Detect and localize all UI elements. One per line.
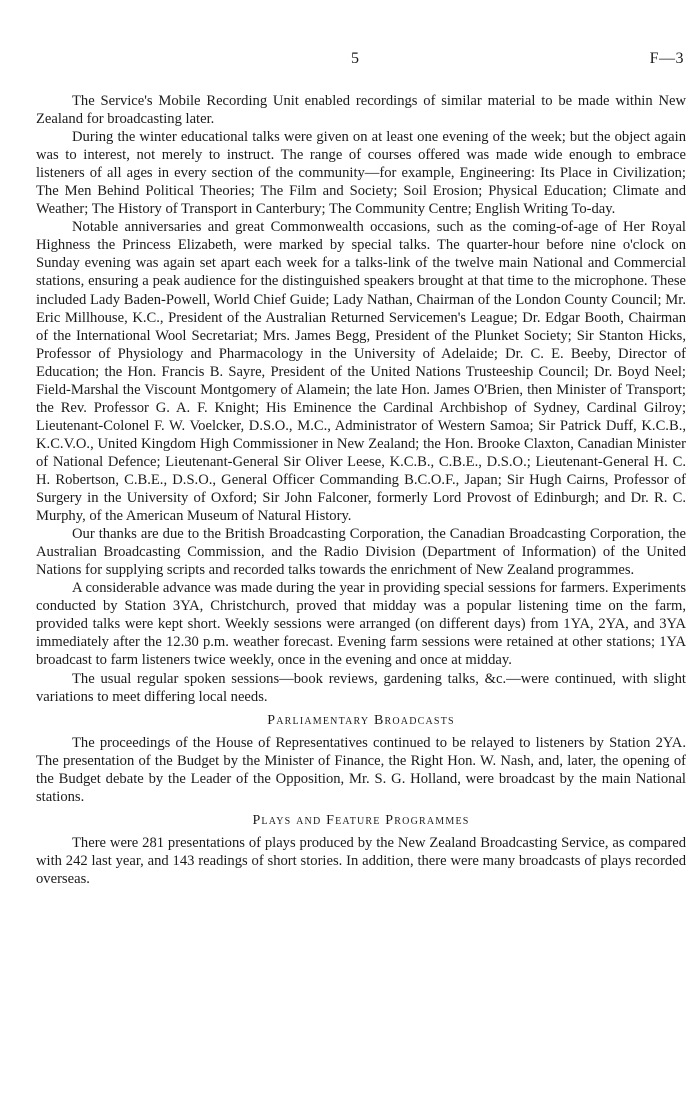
paragraph-winter-talks: During the winter educational talks were given on at least one evening of the week; but the object again was to interest, not merely to instruct. The range of courses offered was made wide enough to embrace listeners of all ages in every section of the community—for example, Engineering: Its Place in Civilization; The Men Behind Political Theories; The Film and Society; Soil Erosion; Physical Education; Climate and Weather; The History of Transport in Canterbury; The Community Centre; English Writing To-day. <box>36 129 686 218</box>
body-text <box>36 92 686 888</box>
paragraph-anniversaries: Notable anniversaries and great Commonwealth occasions, such as the coming-of-age of Her Royal Highness the Princess Elizabeth, were marked by special talks. The quarter-hour before nine o'clock on Sunday evening was again set apart each week for a talks-link of the twelve main National and Commercial stations, ensuring a peak audience for the distinguished speakers brought at that time to the microphone. These included Lady Baden-Powell, World Chief Guide; Lady Nathan, Chairman of the London County Council; Mr. Eric Millhouse, K.C., President of the Australian Returned Servicemen's League; Dr. Edgar Booth, Chairman of the International Wool Secretariat; Mrs. James Begg, President of the Plunket Society; Sir Stanton Hicks, Professor of Physiology and Pharmacology in the University of Adelaide; Dr. C. E. Beeby, Director of Education; the Hon. Francis B. Sayre, President of the United Nations Trusteeship Council; Dr. Boyd Neel; Field-Marshal the Viscount Montgomery of Alamein; the late Hon. James O'Brien, then Minister of Transport; the Rev. Professor G. A. F. Knight; His Eminence the Cardinal Archbishop of Sydney, Cardinal Gilroy; Lieutenant-Colonel F. W. Voelcker, D.S.O., M.C., Administrator of Western Samoa; Sir Patrick Duff, K.C.B., K.C.V.O., United Kingdom High Commissioner in New Zealand; the Hon. Brooke Claxton, Canadian Minister of National Defence; Lieutenant-General Sir Oliver Leese, K.C.B., C.B.E., D.S.O.; Lieutenant-General H. C. H. Robertson, C.B.E., D.S.O., General Officer Commanding B.C.O.F., Japan; Sir Hugh Cairns, Professor of Surgery in the University of Oxford; Sir John Falconer, formerly Lord Provost of Edinburgh; and Dr. R. C. Murphy, of the American Museum of Natural History. <box>36 219 686 525</box>
section-heading-plays: Plays and Feature Programmes <box>252 812 470 828</box>
paragraph-plays: There were 281 presentations of plays produced by the New Zealand Broadcasting Service, as compared with 242 last year, and 143 readings of short stories. In addition, there were many broadcasts of plays recorded overseas. <box>36 834 686 887</box>
paragraph-parliamentary: The proceedings of the House of Representatives continued to be relayed to listeners by Station 2YA. The presentation of the Budget by the Minister of Finance, the Right Hon. W. Nash, and, later, the opening of the Budget debate by the Leader of the Opposition, Mr. S. G. Holland, were broadcast by the main National stations. <box>36 734 686 805</box>
section-heading-parliamentary: Parliamentary Broadcasts <box>267 712 455 728</box>
document-reference: F—3 <box>649 50 684 67</box>
paragraph-thanks: Our thanks are due to the British Broadcasting Corporation, the Canadian Broadcasting Corporation, the Australian Broadcasting Commission, and the Radio Division (Department of Information) of the United Nations for supplying scripts and recorded talks towards the enrichment of New Zealand programmes. <box>36 526 686 579</box>
paragraph-farmers: A considerable advance was made during the year in providing special sessions for farmers. Experiments conducted by Station 3YA, Christchurch, proved that midday was a popular listening time on the farm, provided talks were kept short. Weekly sessions were arranged (on different days) from 1YA, 2YA, and 3YA immediately after the 12.30 p.m. weather forecast. Evening farm sessions were retained at other stations; 1YA broadcast to farm listeners twice weekly, once in the evening and once at midday. <box>36 580 686 669</box>
paragraph-mobile-recording: The Service's Mobile Recording Unit enabled recordings of similar material to be made within New Zealand for broadcasting later. <box>36 93 686 128</box>
page-number: 5 <box>351 50 359 67</box>
paragraph-spoken-sessions: The usual regular spoken sessions—book reviews, gardening talks, &c.—were continued, with slight variations to meet differing local needs. <box>36 670 686 705</box>
